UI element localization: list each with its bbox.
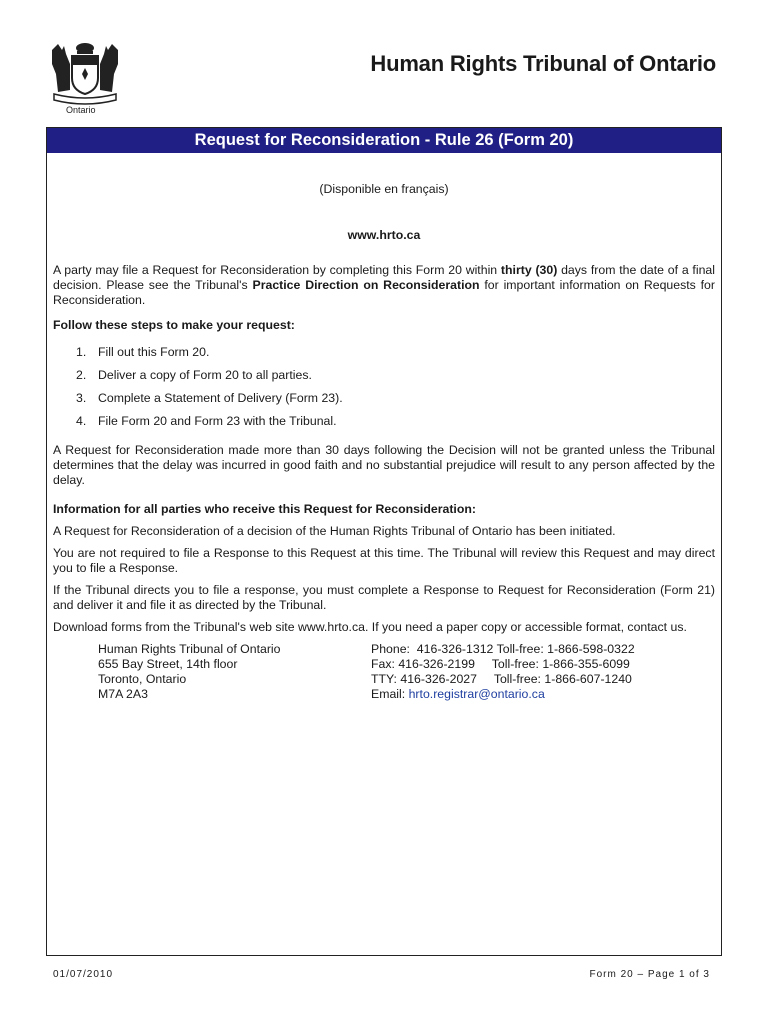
footer-page-number: Form 20 – Page 1 of 3 <box>589 969 710 980</box>
list-item: 1. Fill out this Form 20. <box>76 345 210 359</box>
steps-heading: Follow these steps to make your request: <box>53 318 295 332</box>
email-link[interactable]: hrto.registrar@ontario.ca <box>408 687 545 701</box>
email-line: Email: hrto.registrar@ontario.ca <box>371 687 545 701</box>
mailing-address <box>98 642 281 702</box>
form-frame <box>46 127 722 956</box>
page-title: Human Rights Tribunal of Ontario <box>370 51 716 76</box>
form-heading: Request for Reconsideration - Rule 26 (Form 20) <box>47 128 721 153</box>
contact-block <box>53 642 715 704</box>
info-heading: Information for all parties who receive this Request for Reconsideration: <box>53 502 476 516</box>
tty-line: TTY: 416-326-2027 Toll-free: 1-866-607-1240 <box>371 672 632 686</box>
coat-of-arms-icon <box>44 40 126 106</box>
phone-line: Phone: 416-326-1312 Toll-free: 1-866-598-0322 <box>371 642 635 656</box>
intro-paragraph: A party may file a Request for Reconsideration by completing this Form 20 within thirty (30) days from the date of a final decision. Please see the Tribunal's Practice Direction on Reconsideration for important information on Requests for Reconsideration. <box>53 263 715 307</box>
form-body <box>47 182 721 704</box>
address-line: Human Rights Tribunal of Ontario <box>98 642 281 656</box>
list-item: 2. Deliver a copy of Form 20 to all parties. <box>76 368 312 382</box>
address-line: Toronto, Ontario <box>98 672 187 686</box>
fax-line: Fax: 416-326-2199 Toll-free: 1-866-355-6099 <box>371 657 630 671</box>
info-paragraph-1: A Request for Reconsideration of a decision of the Human Rights Tribunal of Ontario has been initiated. <box>53 524 616 538</box>
late-notice-paragraph: A Request for Reconsideration made more than 30 days following the Decision will not be granted unless the Tribunal determines that the delay was incurred in good faith and no substantial prejudice will result to any person affected by the delay. <box>53 443 715 487</box>
phone-numbers <box>371 642 635 702</box>
info-paragraph-3: If the Tribunal directs you to file a response, you must complete a Response to Request for Reconsideration (Form 21) and deliver it and file it as directed by the Tribunal. <box>53 583 715 612</box>
info-paragraph-2: You are not required to file a Response to this Request at this time. The Tribunal will review this Request and may direct you to file a Response. <box>53 546 715 575</box>
website-url: www.hrto.ca <box>347 228 421 242</box>
logo-label: Ontario <box>66 105 96 115</box>
footer-date: 01/07/2010 <box>53 969 114 980</box>
steps-list <box>53 345 715 437</box>
list-item: 4. File Form 20 and Form 23 with the Tribunal. <box>76 414 337 428</box>
address-line: M7A 2A3 <box>98 687 148 701</box>
download-paragraph: Download forms from the Tribunal's web site www.hrto.ca. If you need a paper copy or accessible format, contact us. <box>53 620 687 634</box>
list-item: 3. Complete a Statement of Delivery (Form 23). <box>76 391 343 405</box>
french-availability-note: (Disponible en français) <box>319 182 449 196</box>
address-line: 655 Bay Street, 14th floor <box>98 657 238 671</box>
